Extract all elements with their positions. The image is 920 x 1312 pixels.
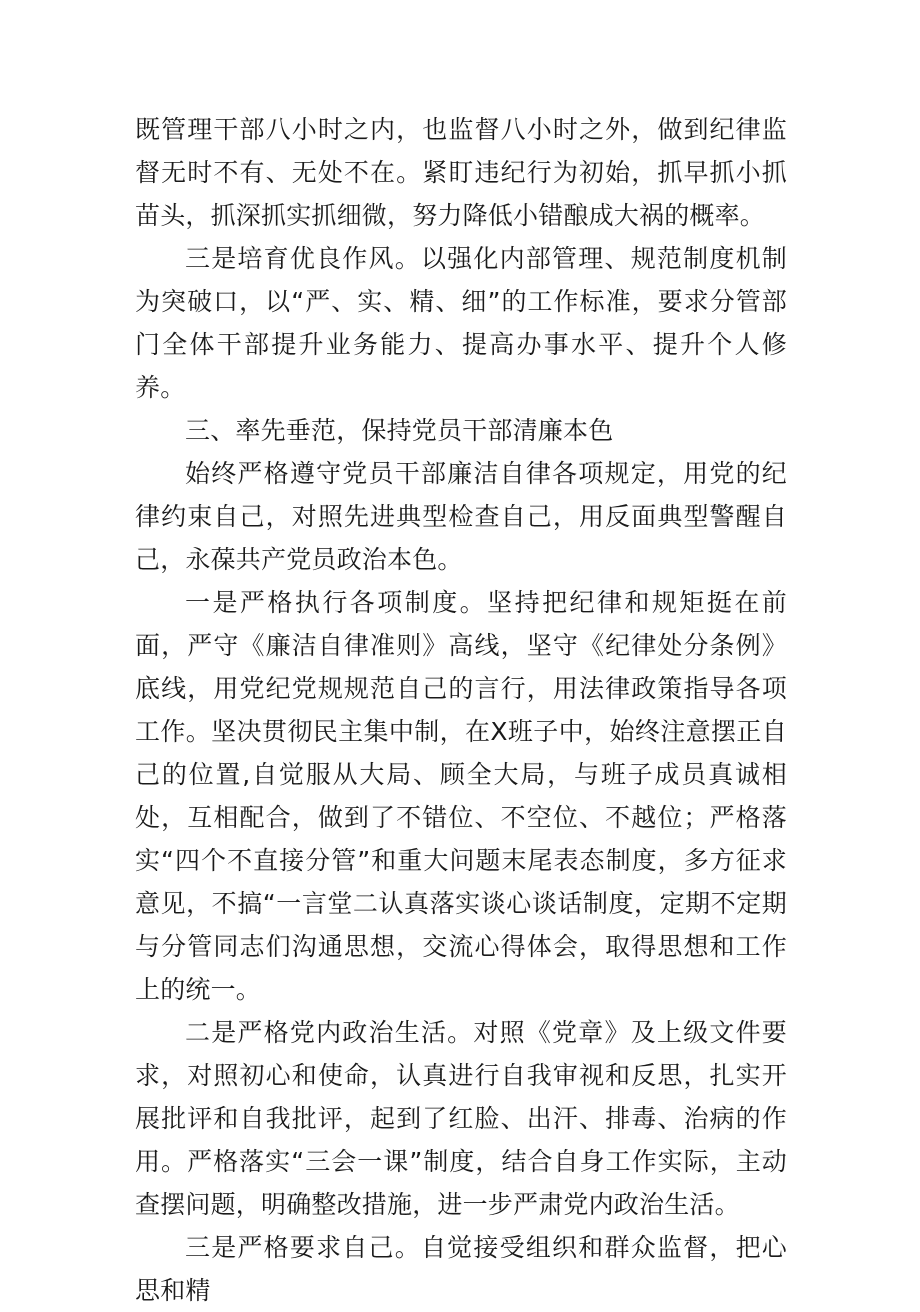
paragraph-6: 二是严格党内政治生活。对照《党章》及上级文件要求，对照初心和使命，认真进行自我审视和反思，扎实开展批评和自我批评，起到了红脸、出汗、排毒、治病的作用。严格落实“三会一课”制度，结合自身工作实际，主动查摆问题，明确整改措施，进一步严肃党内政治生活。 xyxy=(135,1018,787,1219)
document-body xyxy=(135,108,787,1312)
paragraph-4: 始终严格遵守党员干部廉洁自律各项规定，用党的纪律约束自己，对照先进典型检查自己，用反面典型警醒自己，永葆共产党员政治本色。 xyxy=(135,459,787,574)
paragraph-2: 三是培育优良作风。以强化内部管理、规范制度机制为突破口，以“严、实、精、细”的工作标准，要求分管部门全体干部提升业务能力、提高办事水平、提升个人修养。 xyxy=(135,244,787,402)
paragraph-1: 既管理干部八小时之内，也监督八小时之外，做到纪律监督无时不有、无处不在。紧盯违纪行为初始，抓早抓小抓苗头，抓深抓实抓细微，努力降低小错酿成大祸的概率。 xyxy=(135,115,787,230)
paragraph-7: 三是严格要求自己。自觉接受组织和群众监督，把心思和精 xyxy=(135,1233,787,1305)
paragraph-5: 一是严格执行各项制度。坚持把纪律和规矩挺在前面，严守《廉洁自律准则》高线，坚守《纪律处分条例》底线，用党纪党规规范自己的言行，用法律政策指导各项工作。坚决贯彻民主集中制，在X班子中，始终注意摆正自己的位置,自觉服从大局、顾全大局，与班子成员真诚相处，互相配合，做到了不错位、不空位、不越位；严格落实“四个不直接分管”和重大问题末尾表态制度，多方征求意见，不搞“一言堂二认真落实谈心谈话制度，定期不定期与分管同志们沟通思想，交流心得体会，取得思想和工作上的统一。 xyxy=(135,588,787,1004)
section-heading: 三、率先垂范，保持党员干部清廉本色 xyxy=(185,416,614,445)
